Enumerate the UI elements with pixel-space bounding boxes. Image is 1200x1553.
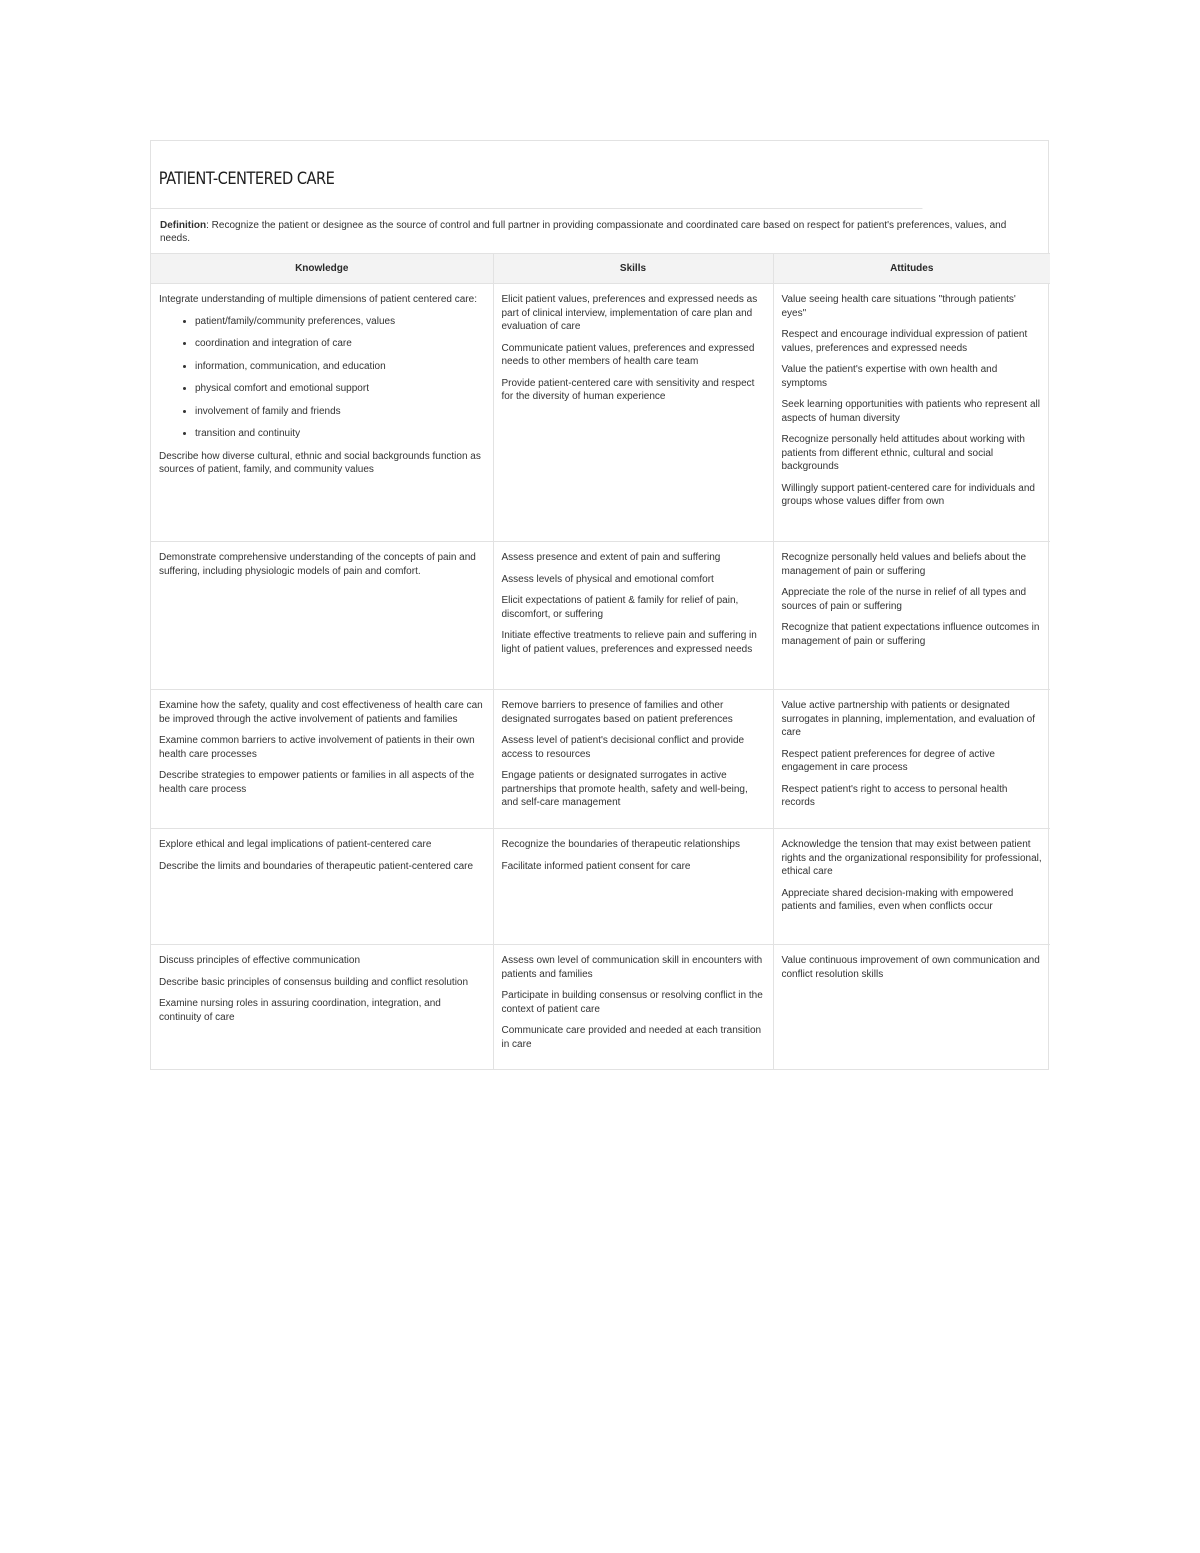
skills-item: Participate in building consensus or resolving conflict in the context of patient care (501, 990, 763, 1015)
knowledge-item: Examine how the safety, quality and cost effectiveness of health care can be improved through the active involvement of patients and families (159, 700, 483, 725)
skills-cell (493, 829, 773, 945)
skills-item: Assess own level of communication skill in encounters with patients and families (501, 955, 763, 980)
knowledge-item: Explore ethical and legal implications of patient-centered care (159, 839, 432, 850)
column-header-attitudes: Attitudes (773, 254, 1050, 284)
attitudes-item: Seek learning opportunities with patients who represent all aspects of human diversity (781, 399, 1040, 424)
knowledge-item: Demonstrate comprehensive understanding of the concepts of pain and suffering, including physiologic models of pain and comfort. (159, 552, 476, 577)
knowledge-cell (151, 542, 493, 690)
skills-cell (493, 542, 773, 690)
knowledge-item: Describe basic principles of consensus building and conflict resolution (159, 976, 469, 988)
list-item: • transition and continuity (195, 427, 485, 441)
attitudes-item: Respect patient preferences for degree of active engagement in care process (781, 748, 995, 773)
attitudes-item: Appreciate the role of the nurse in relief of all types and sources of pain or suffering (781, 587, 1027, 612)
skills-item: Initiate effective treatments to relieve pain and suffering in light of patient values, preferences and expressed needs (501, 630, 757, 655)
table-row (151, 690, 1050, 829)
competency-table (151, 253, 1050, 1069)
definition-label: Definition (160, 220, 207, 231)
attitudes-item: Value active partnership with patients or designated surrogates in planning, implementation, and evaluation of care (781, 700, 1035, 738)
skills-cell (493, 284, 773, 542)
skills-item: Remove barriers to presence of families and other designated surrogates based on patient preferences (501, 700, 733, 725)
knowledge-item: Describe strategies to empower patients or families in all aspects of the health care process (159, 770, 475, 795)
table-row (151, 829, 1050, 945)
skills-item: Recognize the boundaries of therapeutic relationships (501, 839, 740, 850)
page-title: PATIENT-CENTERED CARE (151, 141, 922, 209)
table-header-row (151, 254, 1050, 284)
definition (151, 209, 1048, 253)
competency-document (150, 140, 1049, 1070)
attitudes-item: Recognize personally held values and beliefs about the management of pain or suffering (781, 552, 1027, 577)
column-header-knowledge: Knowledge (151, 254, 493, 284)
skills-item: Elicit expectations of patient & family for relief of pain, discomfort, or suffering (501, 595, 739, 620)
list-item: • physical comfort and emotional support (195, 382, 485, 396)
knowledge-item: Describe the limits and boundaries of therapeutic patient-centered care (159, 860, 474, 872)
skills-item: Assess presence and extent of pain and suffering (501, 552, 721, 563)
attitudes-item: Value seeing health care situations "through patients' eyes" (781, 294, 1016, 319)
knowledge-cell (151, 284, 493, 542)
list-item: • patient/family/community preferences, values (195, 315, 485, 329)
list-item: • involvement of family and friends (195, 405, 485, 419)
skills-cell (493, 690, 773, 829)
column-header-skills: Skills (493, 254, 773, 284)
definition-text: : Recognize the patient or designee as the source of control and full partner in providing compassionate and coordinated care based on respect for patient's preferences, values, and needs. (160, 220, 1007, 244)
list-item: • information, communication, and education (195, 360, 485, 374)
attitudes-item: Appreciate shared decision-making with empowered patients and families, even when conflicts occur (781, 887, 1014, 912)
knowledge-item: Describe how diverse cultural, ethnic and social backgrounds function as sources of patient, family, and community values (159, 450, 481, 475)
attitudes-cell (773, 542, 1050, 690)
attitudes-item: Value continuous improvement of own communication and conflict resolution skills (781, 955, 1040, 980)
attitudes-item: Value the patient's expertise with own health and symptoms (781, 364, 998, 389)
table-row (151, 284, 1050, 542)
skills-item: Elicit patient values, preferences and expressed needs as part of clinical interview, implementation of care plan and evaluation of care (501, 294, 758, 332)
knowledge-cell (151, 690, 493, 829)
skills-item: Assess level of patient's decisional conflict and provide access to resources (501, 735, 745, 760)
attitudes-cell (773, 829, 1050, 945)
skills-item: Communicate patient values, preferences and expressed needs to other members of health care team (501, 342, 755, 367)
skills-item: Provide patient-centered care with sensitivity and respect for the diversity of human experience (501, 377, 755, 402)
skills-cell (493, 945, 773, 1070)
attitudes-item: Recognize personally held attitudes about working with patients from different ethnic, cultural and social backgrounds (781, 434, 1025, 472)
attitudes-cell (773, 945, 1050, 1070)
knowledge-cell (151, 945, 493, 1070)
knowledge-item: Discuss principles of effective communication (159, 955, 361, 966)
skills-item: Engage patients or designated surrogates in active partnerships that promote health, safety and well-being, and self-care management (501, 770, 748, 808)
table-row (151, 945, 1050, 1070)
attitudes-cell (773, 284, 1050, 542)
attitudes-item: Respect patient's right to access to personal health records (781, 783, 1008, 808)
skills-item: Assess levels of physical and emotional comfort (501, 573, 714, 585)
list-item: • coordination and integration of care (195, 337, 485, 351)
attitudes-item: Recognize that patient expectations influence outcomes in management of pain or suffering (781, 622, 1040, 647)
knowledge-item: Examine nursing roles in assuring coordination, integration, and continuity of care (159, 998, 441, 1023)
attitudes-item: Respect and encourage individual expression of patient values, preferences and expressed needs (781, 329, 1028, 354)
knowledge-item: Examine common barriers to active involvement of patients in their own health care processes (159, 735, 475, 760)
attitudes-cell (773, 690, 1050, 829)
skills-item: Facilitate informed patient consent for care (501, 860, 691, 872)
attitudes-item: Acknowledge the tension that may exist between patient rights and the organizational responsibility for professional, ethical care (781, 839, 1042, 877)
knowledge-item: Integrate understanding of multiple dimensions of patient centered care: (159, 294, 477, 305)
knowledge-cell (151, 829, 493, 945)
table-row (151, 542, 1050, 690)
skills-item: Communicate care provided and needed at each transition in care (501, 1025, 762, 1050)
attitudes-item: Willingly support patient-centered care for individuals and groups whose values differ from own (781, 482, 1035, 507)
dimension-list (159, 315, 485, 441)
